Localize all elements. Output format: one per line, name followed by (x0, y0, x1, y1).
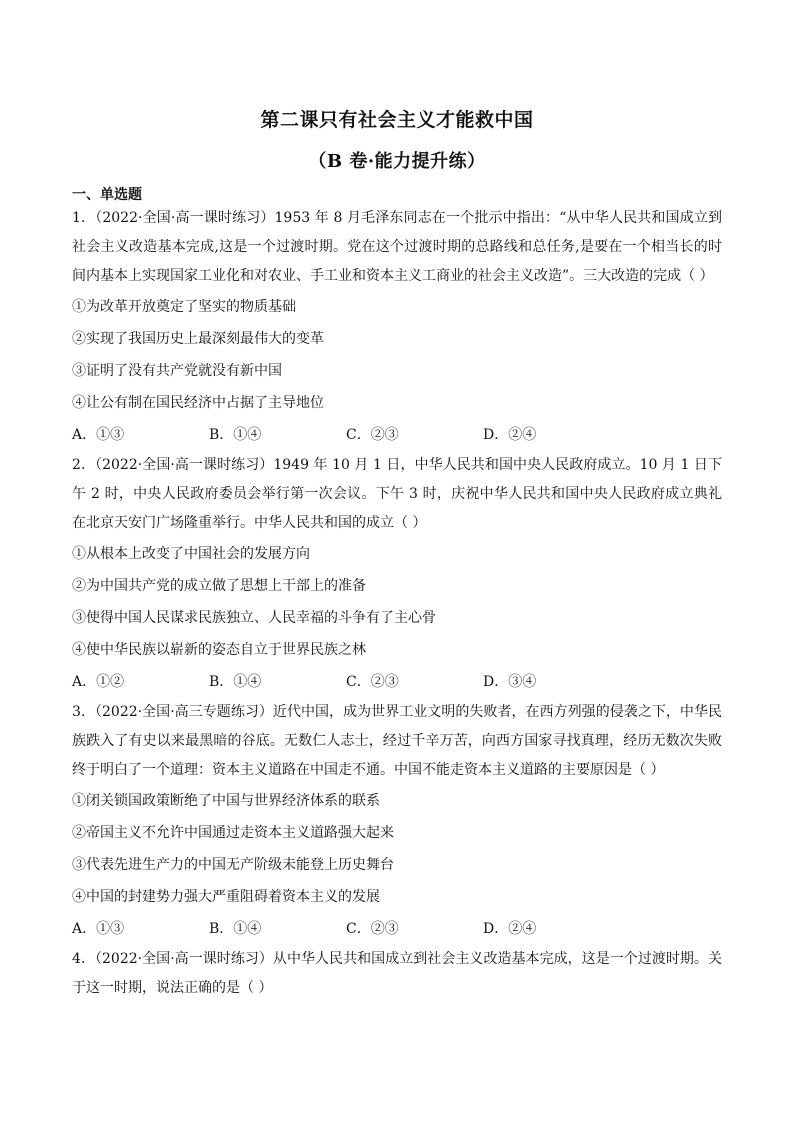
statement-option: ②实现了我国历史上最深刻最伟大的变革 (72, 331, 324, 347)
question-1 (72, 204, 722, 451)
statement-option: ②帝国主义不允许中国通过走资本主义道路强大起来 (72, 825, 394, 841)
question-stem: 2．（2022·全国·高一课时练习）1949 年 10 月 1 日，中华人民共和国中央人民政府成立。10 月 1 日下午 2 时，中央人民政府委员会举行第一次会议。下午 3 时，庆祝中华人民共和国中央人民政府成立典礼在北京天安门广场隆重举行。中华人民共和国的成立（ ） (72, 457, 722, 531)
statement-option: ④中国的封建势力强大严重阻碍着资本主义的发展 (72, 889, 380, 905)
choice-b[interactable]: B．①④ (209, 921, 262, 937)
choice-a[interactable]: A．①② (72, 674, 125, 690)
choice-c[interactable]: C．②③ (346, 674, 399, 690)
statement-option: ①从根本上改变了中国社会的发展方向 (72, 546, 310, 562)
page-title: 第二课只有社会主义才能救中国 (260, 109, 534, 131)
choice-d[interactable]: D．②④ (483, 427, 537, 443)
statement-option: ③使得中国人民谋求民族独立、人民幸福的斗争有了主心骨 (72, 610, 436, 626)
choice-c[interactable]: C．②③ (346, 427, 399, 443)
question-2 (72, 451, 722, 698)
choice-c[interactable]: C．②③ (346, 921, 399, 937)
question-stem: 3．（2022·全国·高三专题练习）近代中国，成为世界工业文明的失败者，在西方列强的侵袭之下，中华民族跌入了有史以来最黑暗的谷底。无数仁人志士，经过千辛万苦，向西方国家寻找真理，经历无数次失败终于明白了一个道理：资本主义道路在中国走不通。中国不能走资本主义道路的主要原因是（ ） (72, 704, 722, 778)
statement-option: ④让公有制在国民经济中占据了主导地位 (72, 395, 324, 411)
choice-d[interactable]: D．③④ (483, 674, 537, 690)
answer-choices (72, 666, 722, 698)
choice-b[interactable]: B．①④ (209, 427, 262, 443)
choice-b[interactable]: B．①④ (209, 674, 262, 690)
statement-option: ③证明了没有共产党就没有新中国 (72, 363, 282, 379)
choice-a[interactable]: A．①③ (72, 921, 125, 937)
answer-choices (72, 913, 722, 945)
choice-d[interactable]: D．②④ (483, 921, 537, 937)
question-4 (72, 945, 722, 1003)
question-stem: 1．（2022·全国·高一课时练习）1953 年 8 月毛泽东同志在一个批示中指出：“从中华人民共和国成立到社会主义改造基本完成,这是一个过渡时期。党在这个过渡时期的总路线和总任务,是要在一个相当长的时间内基本上实现国家工业化和对农业、手工业和资本主义工商业的社会主义改造”。三大改造的完成（ ） (72, 210, 722, 284)
question-3 (72, 698, 722, 945)
section-heading: 一、单选题 (72, 187, 142, 203)
question-list (72, 204, 722, 1003)
statement-option: ①为改革开放奠定了坚实的物质基础 (72, 299, 296, 315)
statement-option: ③代表先进生产力的中国无产阶级未能登上历史舞台 (72, 857, 394, 873)
statement-option: ①闭关锁国政策断绝了中国与世界经济体系的联系 (72, 793, 380, 809)
question-stem: 4．（2022·全国·高一课时练习）从中华人民共和国成立到社会主义改造基本完成，这是一个过渡时期。关于这一时期，说法正确的是（ ） (72, 951, 722, 996)
answer-choices (72, 419, 722, 451)
statement-option: ④使中华民族以崭新的姿态自立于世界民族之林 (72, 642, 366, 658)
choice-a[interactable]: A．①③ (72, 427, 125, 443)
page-subtitle: （B 卷·能力提升练） (308, 151, 486, 172)
statement-option: ②为中国共产党的成立做了思想上干部上的准备 (72, 578, 366, 594)
